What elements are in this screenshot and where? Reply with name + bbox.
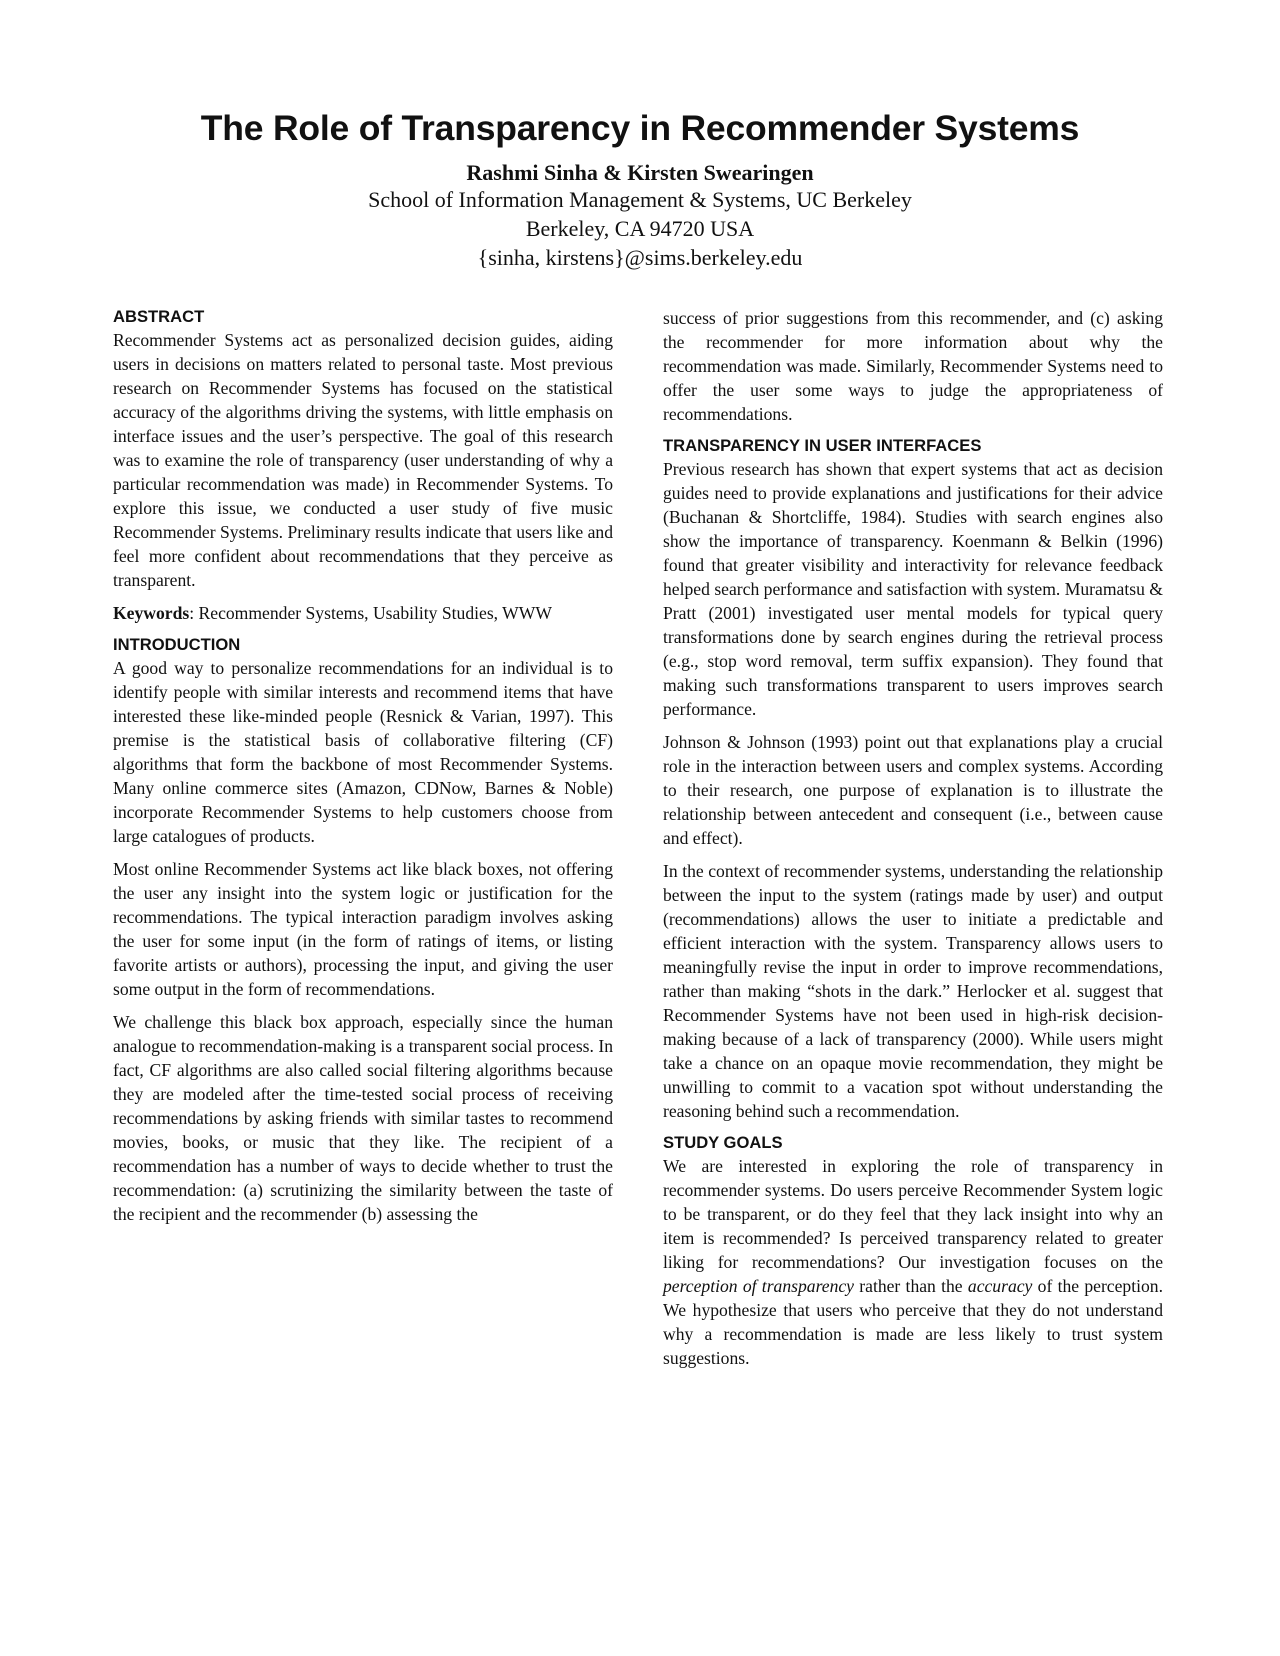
paper-email: {sinha, kirstens}@sims.berkeley.edu [477, 245, 803, 270]
study-goals-paragraph [663, 1154, 1163, 1370]
abstract-paragraph: Recommender Systems act as personalized decision guides, aiding users in decisions on matters related to personal taste. Most previous research on Recommender Systems has focused on the statistical accuracy of the algorithms driving the systems, with little emphasis on interface issues and the user’s perspective. The goal of this research was to examine the role of transparency (user understanding of why a particular recommendation was made) in Recommender Systems. To explore this issue, we conducted a user study of five music Recommender Systems. Preliminary results indicate that users like and feel more confident about recommendations that they perceive as transparent. [113, 330, 613, 590]
paper-affiliation: School of Information Management & Systems, UC Berkeley [368, 187, 912, 212]
goals-text-c: of the perception. We hypothesize that users who perceive that they do not understand why a recommendation is made are less likely to trust system suggestions. [663, 1276, 1163, 1368]
keywords-label: Keywords [113, 603, 190, 623]
transparency-heading: TRANSPARENCY IN USER INTERFACES [663, 436, 982, 455]
introduction-heading: INTRODUCTION [113, 635, 241, 654]
paper-authors: Rashmi Sinha & Kirsten Swearingen [466, 160, 814, 185]
intro-paragraph-2: Most online Recommender Systems act like black boxes, not offering the user any insight into the system logic or justification for the recommendations. The typical interaction paradigm involves asking the user for some input (in the form of ratings of items, or listing favorite artists or authors), processing the input, and giving the user some output in the form of recommendations. [113, 859, 613, 999]
goals-text-b: rather than the [854, 1276, 968, 1296]
intro-paragraph-3: We challenge this black box approach, especially since the human analogue to recommendation-making is a transparent social process. In fact, CF algorithms are also called social filtering algorithms because they are modeled after the time-tested social process of receiving recommendations by asking friends with similar tastes to recommend movies, books, or music that they like. The recipient of a recommendation has a number of ways to decide whether to trust the recommendation: (a) scrutinizing the similarity between the taste of the recipient and the recommender (b) assessing the [113, 1012, 613, 1224]
intro-paragraph-1: A good way to personalize recommendations for an individual is to identify people with similar interests and recommend items that have interested these like-minded people (Resnick & Varian, 1997). This premise is the statistical basis of collaborative filtering (CF) algorithms that form the backbone of most Recommender Systems. Many online commerce sites (Amazon, CDNow, Barnes & Noble) incorporate Recommender Systems to help customers choose from large catalogues of products. [113, 658, 613, 846]
study-goals-heading: STUDY GOALS [663, 1133, 783, 1152]
abstract-heading: ABSTRACT [113, 307, 205, 326]
keywords-text: : Recommender Systems, Usability Studies, WWW [189, 603, 552, 623]
paper-address: Berkeley, CA 94720 USA [525, 216, 755, 241]
transparency-paragraph-3: In the context of recommender systems, understanding the relationship between the input to the system (ratings made by user) and output (recommendations) allows the user to initiate a predictable and efficient interaction with the system. Transparency allows users to meaningfully revise the input in order to improve recommendations, rather than making “shots in the dark.” Herlocker et al. suggest that Recommender Systems have not been used in high-risk decision-making because of a lack of transparency (2000). While users might take a chance on an opaque movie recommendation, they might be unwilling to commit to a vacation spot without understanding the reasoning behind such a recommendation. [663, 861, 1163, 1121]
paper-title: The Role of Transparency in Recommender Systems [200, 108, 1080, 148]
transparency-paragraph-1: Previous research has shown that expert systems that act as decision guides need to provide explanations and justifications for their advice (Buchanan & Shortcliffe, 1984). Studies with search engines also show the importance of transparency. Koenmann & Belkin (1996) found that greater visibility and interactivity for relevance feedback helped search performance and satisfaction with system. Muramatsu & Pratt (2001) investigated user mental models for typical query transformations done by search engines during the retrieval process (e.g., stop word removal, term suffix expansion). They found that making such transformations transparent to users improves search performance. [663, 459, 1163, 719]
left-column [113, 306, 613, 1235]
goals-text-a: We are interested in exploring the role of transparency in recommender systems. Do users perceive Recommender System logic to be transparent, or do they feel that they lack insight into why an item is recommended? Is perceived transparency related to greater liking for recommendations? Our investigation focuses on the [663, 1156, 1163, 1272]
transparency-paragraph-2: Johnson & Johnson (1993) point out that explanations play a crucial role in the interaction between users and complex systems. According to their research, one purpose of explanation is to illustrate the relationship between antecedent and consequent (i.e., between cause and effect). [663, 732, 1163, 848]
continued-paragraph: success of prior suggestions from this recommender, and (c) asking the recommender for more information about why the recommendation was made. Similarly, Recommender Systems need to offer the user some ways to judge the appropriateness of recommendations. [663, 308, 1163, 424]
goals-emphasis-perception: perception of transparency [663, 1276, 854, 1296]
right-column [663, 306, 1163, 1379]
goals-emphasis-accuracy: accuracy [967, 1276, 1033, 1296]
keywords-line [113, 601, 613, 625]
